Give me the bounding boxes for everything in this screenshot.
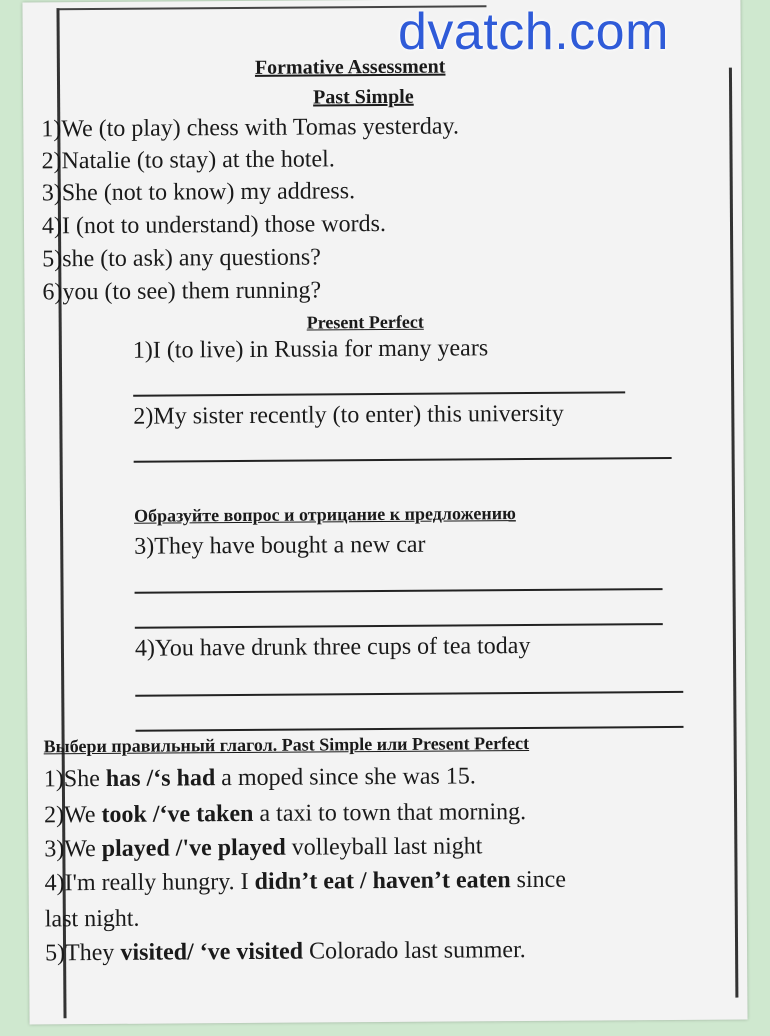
past-simple-item: 1)We (to play) chess with Tomas yesterday.	[41, 113, 460, 143]
answer-line	[136, 726, 684, 732]
answer-line	[135, 588, 663, 594]
present-perfect-item: 1)I (to live) in Russia for many years	[132, 335, 489, 364]
present-perfect-title: Present Perfect	[306, 311, 424, 333]
frame-right-border	[729, 68, 738, 998]
past-simple-item: 6)you (to see) them running?	[42, 277, 322, 306]
choose-verb-item: 4)I'm really hungry. I didn’t eat / haven’t eaten since	[44, 866, 567, 897]
assessment-heading: Formative Assessment	[254, 55, 446, 79]
answer-line	[135, 691, 683, 697]
past-simple-item: 3)She (not to know) my address.	[41, 178, 356, 207]
watermark-text: dvatch.com	[398, 3, 669, 61]
past-simple-item: 2)Natalie (to stay) at the hotel.	[41, 146, 335, 175]
past-simple-title: Past Simple	[313, 85, 414, 109]
present-perfect-item: 2)My sister recently (to enter) this university	[133, 400, 564, 430]
past-simple-item: 4)I (not to understand) those words.	[41, 210, 387, 240]
choose-verb-item: 2)We took /‘ve taken a taxi to town that morning.	[44, 799, 527, 829]
choose-verb-item: last night.	[44, 905, 140, 933]
choose-verb-item: 3)We played /'ve played volleyball last night	[44, 833, 483, 863]
question-negation-item: 4)You have drunk three cups of tea today	[134, 632, 531, 662]
choose-verb-title: Выбери правильный глагол. Past Simple или Present Perfect	[43, 732, 530, 757]
past-simple-item: 5)she (to ask) any questions?	[42, 244, 321, 273]
worksheet-page	[22, 0, 747, 1024]
question-negation-item: 3)They have bought a new car	[134, 531, 426, 560]
answer-line	[135, 623, 663, 629]
answer-line	[133, 391, 625, 396]
question-negation-title: Образуйте вопрос и отрицание к предложению	[133, 503, 516, 526]
choose-verb-item: 1)She has /‘s had a moped since she was 15.	[43, 763, 476, 793]
choose-verb-item: 5)They visited/ ‘ve visited Colorado last summer.	[44, 937, 526, 967]
answer-line	[134, 457, 672, 463]
